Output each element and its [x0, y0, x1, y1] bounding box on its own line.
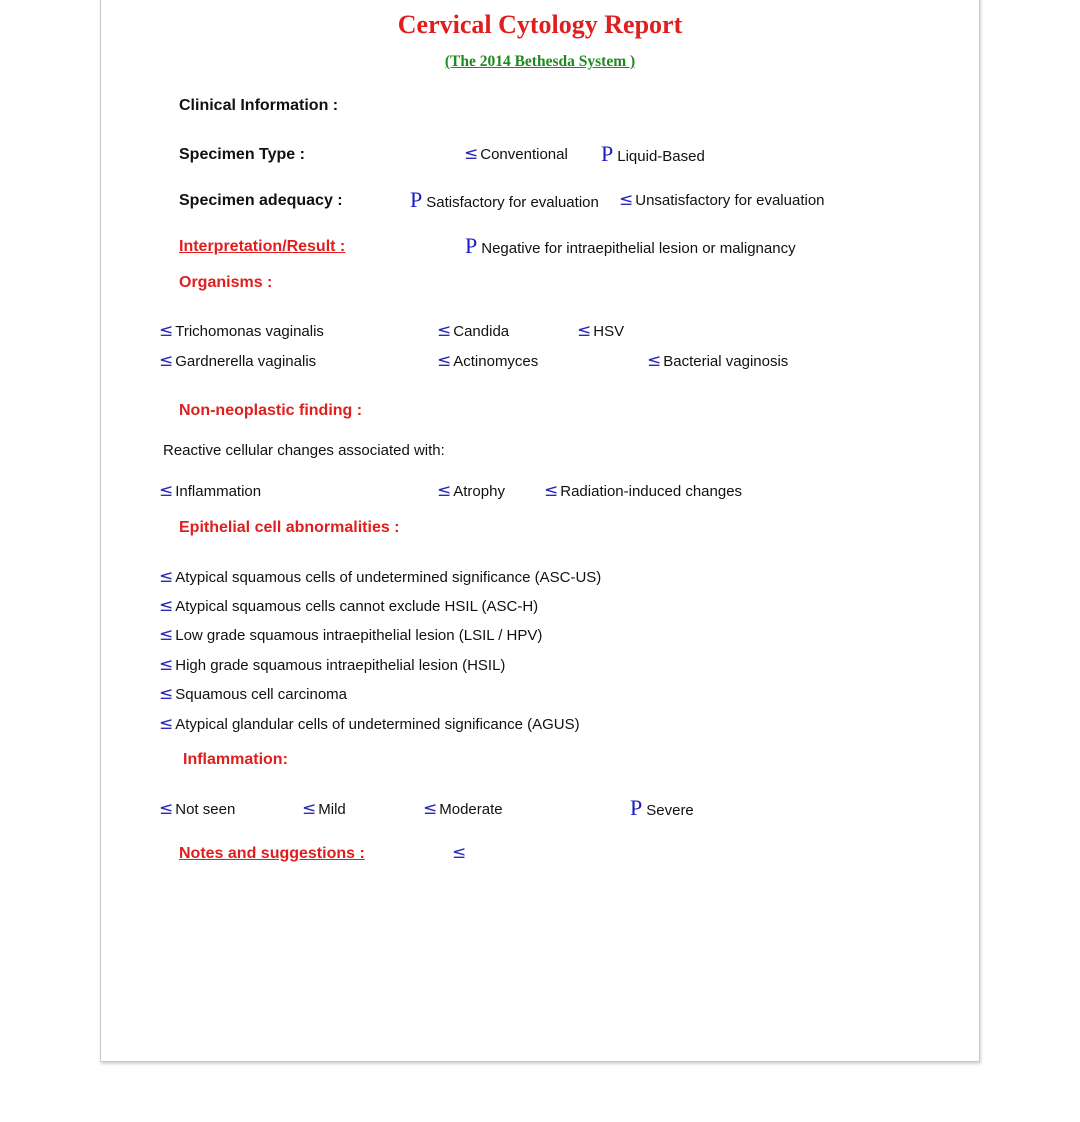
- option-label: HSV: [593, 323, 625, 340]
- checked-box-icon: P: [601, 141, 614, 166]
- reactive-changes-intro: Reactive cellular changes associated with:: [163, 442, 445, 459]
- option-label: Atypical squamous cells cannot exclude HSIL (ASC-H): [175, 598, 539, 615]
- inflammation-option-severe[interactable]: [630, 795, 694, 821]
- option-label: Unsatisfactory for evaluation: [635, 192, 825, 209]
- unchecked-box-icon: ≤: [302, 799, 317, 819]
- organism-option-gardnerella[interactable]: [159, 351, 316, 371]
- option-label: Conventional: [480, 146, 568, 163]
- option-label: Squamous cell carcinoma: [175, 686, 347, 703]
- unchecked-box-icon: ≤: [159, 321, 174, 341]
- option-label: Satisfactory for evaluation: [426, 194, 599, 211]
- unchecked-box-icon: ≤: [159, 714, 174, 734]
- option-label: Mild: [318, 801, 346, 818]
- organism-option-trichomonas[interactable]: [159, 321, 324, 341]
- option-label: Bacterial vaginosis: [663, 353, 789, 370]
- interpretation-result[interactable]: [465, 233, 796, 259]
- report-title: Cervical Cytology Report: [397, 10, 683, 39]
- organisms-label: Organisms :: [179, 274, 273, 291]
- unchecked-box-icon: ≤: [437, 351, 452, 371]
- option-label: High grade squamous intraepithelial lesion (HSIL): [175, 657, 506, 674]
- unchecked-box-icon: ≤: [159, 596, 174, 616]
- option-label: Gardnerella vaginalis: [175, 353, 317, 370]
- organism-option-candida[interactable]: [437, 321, 509, 341]
- unchecked-box-icon: ≤: [577, 321, 592, 341]
- inflammation-option-mild[interactable]: [302, 799, 346, 819]
- unchecked-box-icon: ≤: [619, 190, 634, 210]
- unchecked-box-icon: ≤: [159, 351, 174, 371]
- specimen-type-label: Specimen Type :: [179, 146, 305, 163]
- unchecked-box-icon: ≤: [159, 655, 174, 675]
- report-subtitle: (The 2014 Bethesda System ): [444, 53, 636, 70]
- epithelial-option-asc-us[interactable]: [159, 567, 601, 587]
- specimen-adequacy-label: Specimen adequacy :: [179, 192, 343, 209]
- specimen-type-option-conventional[interactable]: [464, 144, 568, 164]
- non-neoplastic-option-radiation[interactable]: [544, 481, 742, 501]
- non-neoplastic-option-inflammation[interactable]: [159, 481, 261, 501]
- option-label: Actinomyces: [453, 353, 539, 370]
- interpretation-value: Negative for intraepithelial lesion or malignancy: [481, 240, 796, 257]
- specimen-adequacy-option-satisfactory[interactable]: [410, 187, 599, 213]
- option-label: Candida: [453, 323, 510, 340]
- unchecked-box-icon: ≤: [159, 481, 174, 501]
- unchecked-box-icon: ≤: [159, 684, 174, 704]
- specimen-type-option-liquid-based[interactable]: [601, 141, 705, 167]
- epithelial-option-hsil[interactable]: [159, 655, 505, 675]
- unchecked-box-icon: ≤: [159, 799, 174, 819]
- option-label: Inflammation: [175, 483, 262, 500]
- epithelial-option-lsil[interactable]: [159, 625, 542, 645]
- option-label: Liquid-Based: [617, 148, 705, 165]
- option-label: Not seen: [175, 801, 236, 818]
- unchecked-box-icon: ≤: [159, 625, 174, 645]
- epithelial-option-scc[interactable]: [159, 684, 347, 704]
- inflammation-option-not-seen[interactable]: [159, 799, 235, 819]
- report-page: [100, 0, 980, 1062]
- checked-box-icon: P: [465, 233, 478, 258]
- organism-option-actinomyces[interactable]: [437, 351, 538, 371]
- specimen-adequacy-option-unsatisfactory[interactable]: [619, 190, 825, 210]
- epithelial-abnormalities-label: Epithelial cell abnormalities :: [179, 519, 400, 536]
- non-neoplastic-option-atrophy[interactable]: [437, 481, 505, 501]
- inflammation-option-moderate[interactable]: [423, 799, 503, 819]
- organism-option-bacterial-vaginosis[interactable]: [647, 351, 788, 371]
- organism-option-hsv[interactable]: [577, 321, 624, 341]
- option-label: Severe: [646, 802, 694, 819]
- notes-label: Notes and suggestions :: [179, 845, 365, 862]
- option-label: Trichomonas vaginalis: [175, 323, 324, 340]
- option-label: Atypical squamous cells of undetermined significance (ASC-US): [175, 569, 602, 586]
- clinical-information-label: Clinical Information :: [179, 97, 339, 114]
- inflammation-label: Inflammation:: [183, 751, 288, 768]
- unchecked-box-icon: ≤: [159, 567, 174, 587]
- unchecked-box-icon: ≤: [647, 351, 662, 371]
- epithelial-option-agus[interactable]: [159, 714, 580, 734]
- option-label: Radiation-induced changes: [560, 483, 743, 500]
- unchecked-box-icon: ≤: [423, 799, 438, 819]
- interpretation-label: Interpretation/Result :: [179, 238, 346, 255]
- unchecked-box-icon: ≤: [452, 843, 467, 863]
- non-neoplastic-label: Non-neoplastic finding :: [179, 402, 363, 419]
- option-label: Atypical glandular cells of undetermined significance (AGUS): [175, 716, 580, 733]
- option-label: Atrophy: [453, 483, 505, 500]
- option-label: Low grade squamous intraepithelial lesion (LSIL / HPV): [175, 627, 543, 644]
- unchecked-box-icon: ≤: [437, 321, 452, 341]
- unchecked-box-icon: ≤: [464, 144, 479, 164]
- unchecked-box-icon: ≤: [437, 481, 452, 501]
- unchecked-box-icon: ≤: [544, 481, 559, 501]
- epithelial-option-asc-h[interactable]: [159, 596, 538, 616]
- checked-box-icon: P: [410, 187, 423, 212]
- notes-checkbox[interactable]: [452, 843, 468, 863]
- checked-box-icon: P: [630, 795, 643, 820]
- option-label: Moderate: [439, 801, 503, 818]
